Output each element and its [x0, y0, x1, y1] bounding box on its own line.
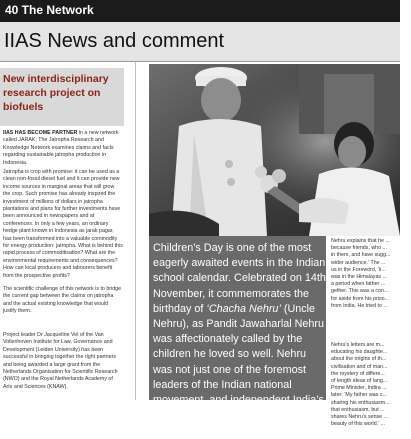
- section-bar: [0, 0, 400, 22]
- feature-intro-text: [153, 241, 326, 439]
- article-paragraph-1: [3, 130, 123, 167]
- article-paragraph-1-text: in a new network called JARAK: The Jatropha Research and Knowledge Network examines claims and facts regarding sustainable jatropha production in Indonesia.: [3, 130, 119, 166]
- nehru-photograph: [149, 64, 400, 236]
- article-headline: New interdisciplinary research project on biofuels: [3, 73, 109, 113]
- article-column: [0, 62, 126, 400]
- photograph-image: [149, 64, 400, 236]
- feature-body-paragraph-1: Nehru explains that he ... because friends, who ... in them, and have sugg... wider audience.’ The ... us in the Foreword, ‘li... was in the Himalayas ... a period when father ... gether. This was a con... for aside from his priso... from India. He tried to ...: [331, 238, 391, 309]
- article-paragraph-3: The scientific challenge of this network is to bridge the current gap between the claims on jatropha and the actual existing knowledge that would justify them.: [3, 286, 122, 315]
- feature-intro-part-1: Children’s Day is one of the most eagerly awaited events in the Indian school calendar. Celebrated on 14th November, it commemorates the birthday of: [153, 242, 326, 315]
- article-paragraph-2: Jatropha is crop with promise: it can be used as a clean non-fossil diesel fuel and it can provide new income sources in marginal areas that will grow the crop. Such promise has already inspired the investment of millions of dollars in jatropha plantations and plans for further investments have been announced in newspapers and at conferences. In only a few years, an ordinary hedge plant known in Indonesia as jarak pagar, has been transformed into a valuable commodity for energy production: jatropha. What is behind this rapid process of commoditisation? What are the environmental requirements and consequences? How can local producers and labourers benefit from the prospective profits?: [3, 169, 123, 279]
- section-label: 40 The Network: [5, 3, 94, 17]
- feature-intro-nickname: ‘Chacha Nehru’: [206, 302, 281, 315]
- article-lead-in: IIAS HAS BECOME PARTNER: [3, 130, 78, 136]
- feature-intro-part-2: (Uncle Nehru), as Pandit Jawaharlal Nehru was affectionately called by the children he loved so well. Nehru was not just one of the foremost leaders of the Indian national movement, and independent India’s first Prime Minister – his seventeen uninterrupted years in office: [153, 302, 325, 437]
- feature-body-column: [331, 238, 400, 428]
- column-divider: [135, 62, 136, 400]
- article-paragraph-4: Project leader Dr Jacqueline Vel of the Van Vollenhoven Institute for Law, Governance and Development (Leiden University) has been successful in bringing together the right partners and being awarded a large grant from the Netherlands Organisation for Scientific Research (NWO) and the Royal Netherlands Academy of Arts and Sciences (KNAW).: [3, 332, 118, 390]
- page-header: [0, 22, 400, 62]
- feature-intro-box: [149, 236, 326, 437]
- article-headline-box: [0, 68, 124, 126]
- page-title: IIAS News and comment: [4, 30, 225, 52]
- feature-body-paragraph-2: Nehru’s letters are m... educating his daughte... about the origins of th... civilisation and of man... the mystery of differe... of length ideas of lang... Prime Minister, Indira ... later: ‘My father was c... sharing his enthusiasm... that enthusiasm, but ... shares Nehru’s sense ... beauty of this world.’ ...: [331, 342, 390, 428]
